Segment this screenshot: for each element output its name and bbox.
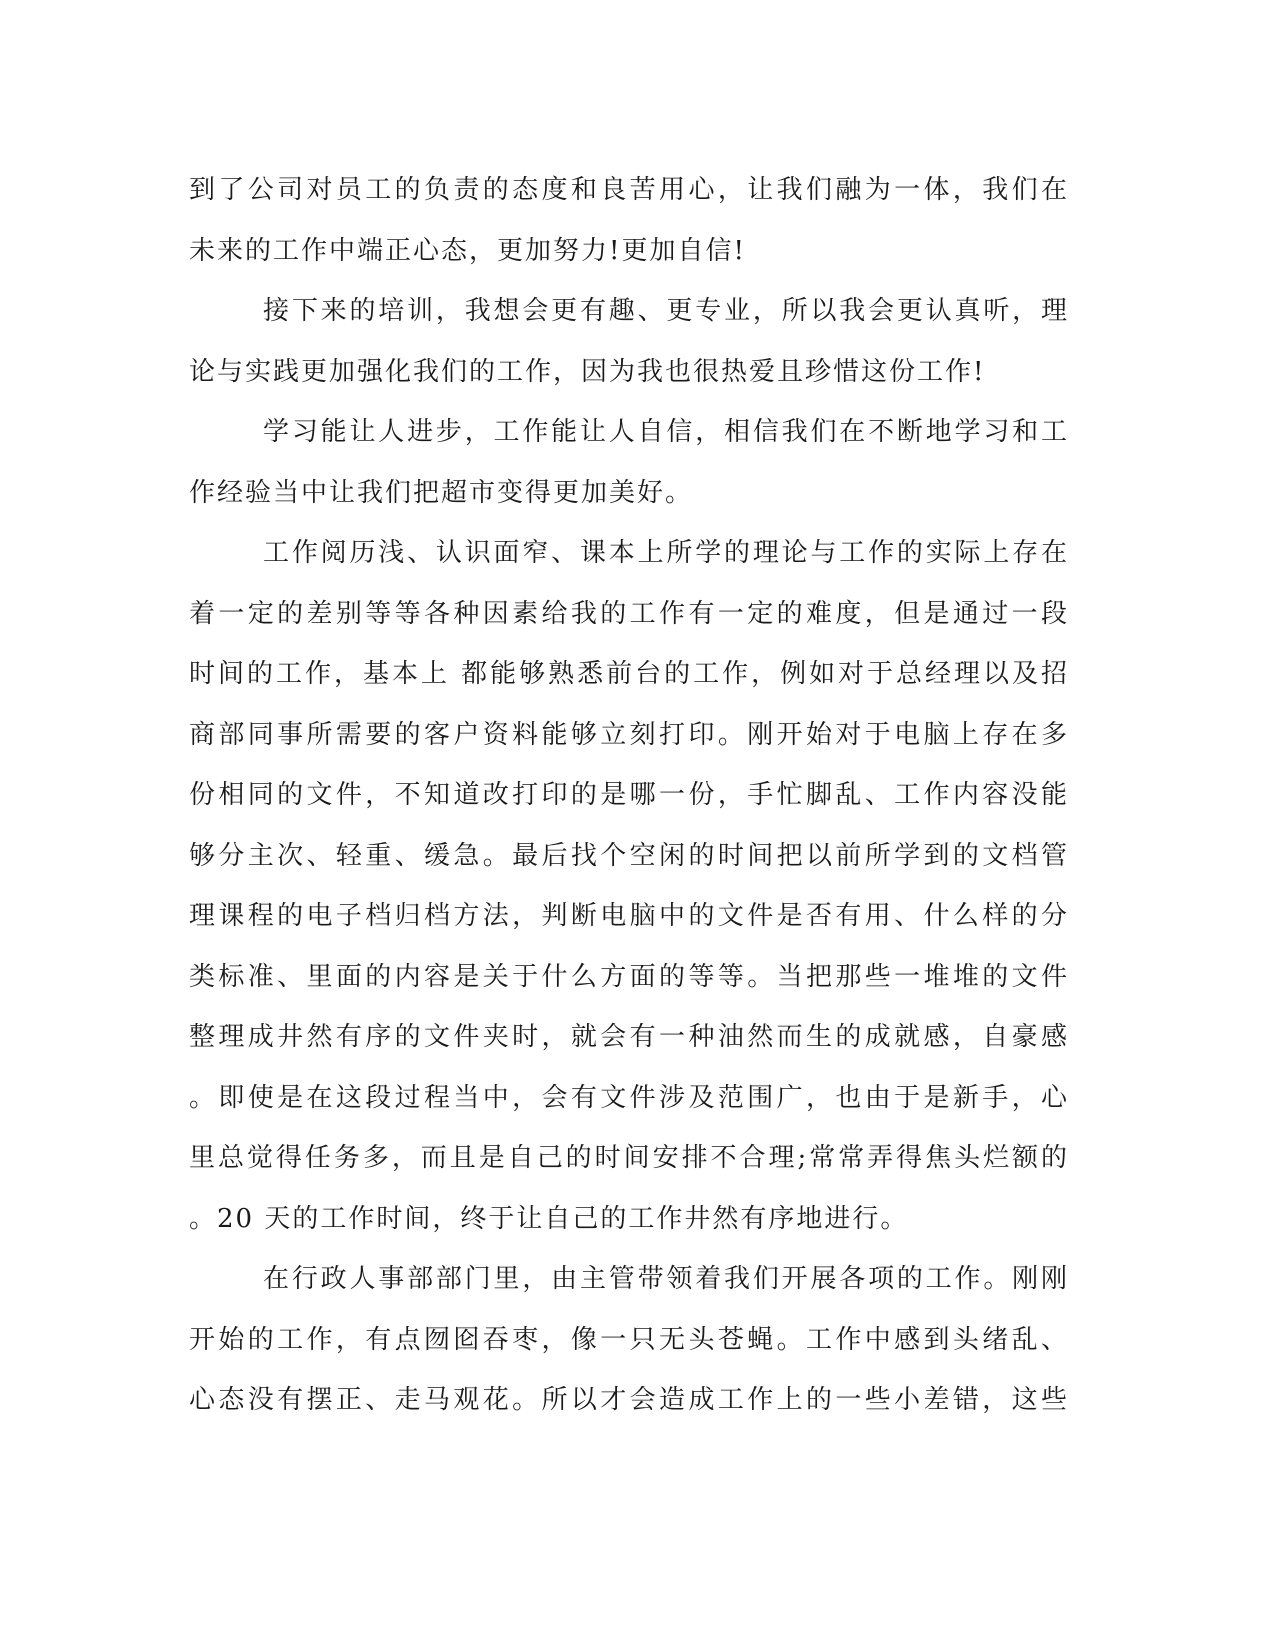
body-text bbox=[189, 160, 1069, 1431]
paragraph-first-line: 在行政人事部部门里，由主管带领着我们开展各项的工作。刚刚 bbox=[263, 1264, 1069, 1294]
text-line: 作经验当中让我们把超市变得更加美好。 bbox=[189, 477, 694, 508]
text-line: 类标准、里面的内容是关于什么方面的等等。当把那些一堆堆的文件 bbox=[189, 961, 1069, 992]
paragraph-first-line: 工作阅历浅、认识面窄、课本上所学的理论与工作的实际上存在 bbox=[263, 538, 1069, 568]
text-line: 时间的工作，基本上 都能够熟悉前台的工作，例如对于总经理以及招 bbox=[189, 659, 1069, 689]
text-line: 着一定的差别等等各种因素给我的工作有一定的难度，但是通过一段 bbox=[189, 598, 1069, 629]
text-line: 理课程的电子档归档方法，判断电脑中的文件是否有用、什么样的分 bbox=[189, 901, 1069, 931]
text-line: 心态没有摆正、走马观花。所以才会造成工作上的一些小差错，这些 bbox=[189, 1385, 1069, 1415]
text-line: 份相同的文件，不知道改打印的是哪一份，手忙脚乱、工作内容没能 bbox=[189, 780, 1069, 810]
text-line: 够分主次、轻重、缓急。最后找个空闲的时间把以前所学到的文档管 bbox=[189, 840, 1069, 871]
text-line: 里总觉得任务多，而且是自己的时间安排不合理;常常弄得焦头烂额的 bbox=[189, 1143, 1069, 1173]
text-line: 商部同事所需要的客户资料能够立刻打印。刚开始对于电脑上存在多 bbox=[189, 719, 1069, 750]
text-line: 。20 天的工作时间，终于让自己的工作井然有序地进行。 bbox=[189, 1203, 909, 1234]
text-line: 开始的工作，有点囫囵吞枣，像一只无头苍蝇。工作中感到头绪乱、 bbox=[189, 1324, 1069, 1355]
text-line: 论与实践更加强化我们的工作，因为我也很热爱且珍惜这份工作! bbox=[189, 356, 986, 387]
text-line: 到了公司对员工的负责的态度和良苦用心，让我们融为一体，我们在 bbox=[189, 175, 1069, 205]
text-line: 。即使是在这段过程当中，会有文件涉及范围广，也由于是新手，心 bbox=[189, 1082, 1069, 1113]
paragraph-first-line: 接下来的培训，我想会更有趣、更专业，所以我会更认真听，理 bbox=[263, 296, 1069, 326]
text-line: 整理成井然有序的文件夹时，就会有一种油然而生的成就感，自豪感 bbox=[189, 1022, 1069, 1052]
paragraph-first-line: 学习能让人进步，工作能让人自信，相信我们在不断地学习和工 bbox=[263, 417, 1069, 447]
text-line: 未来的工作中端正心态，更加努力!更加自信! bbox=[189, 235, 746, 266]
